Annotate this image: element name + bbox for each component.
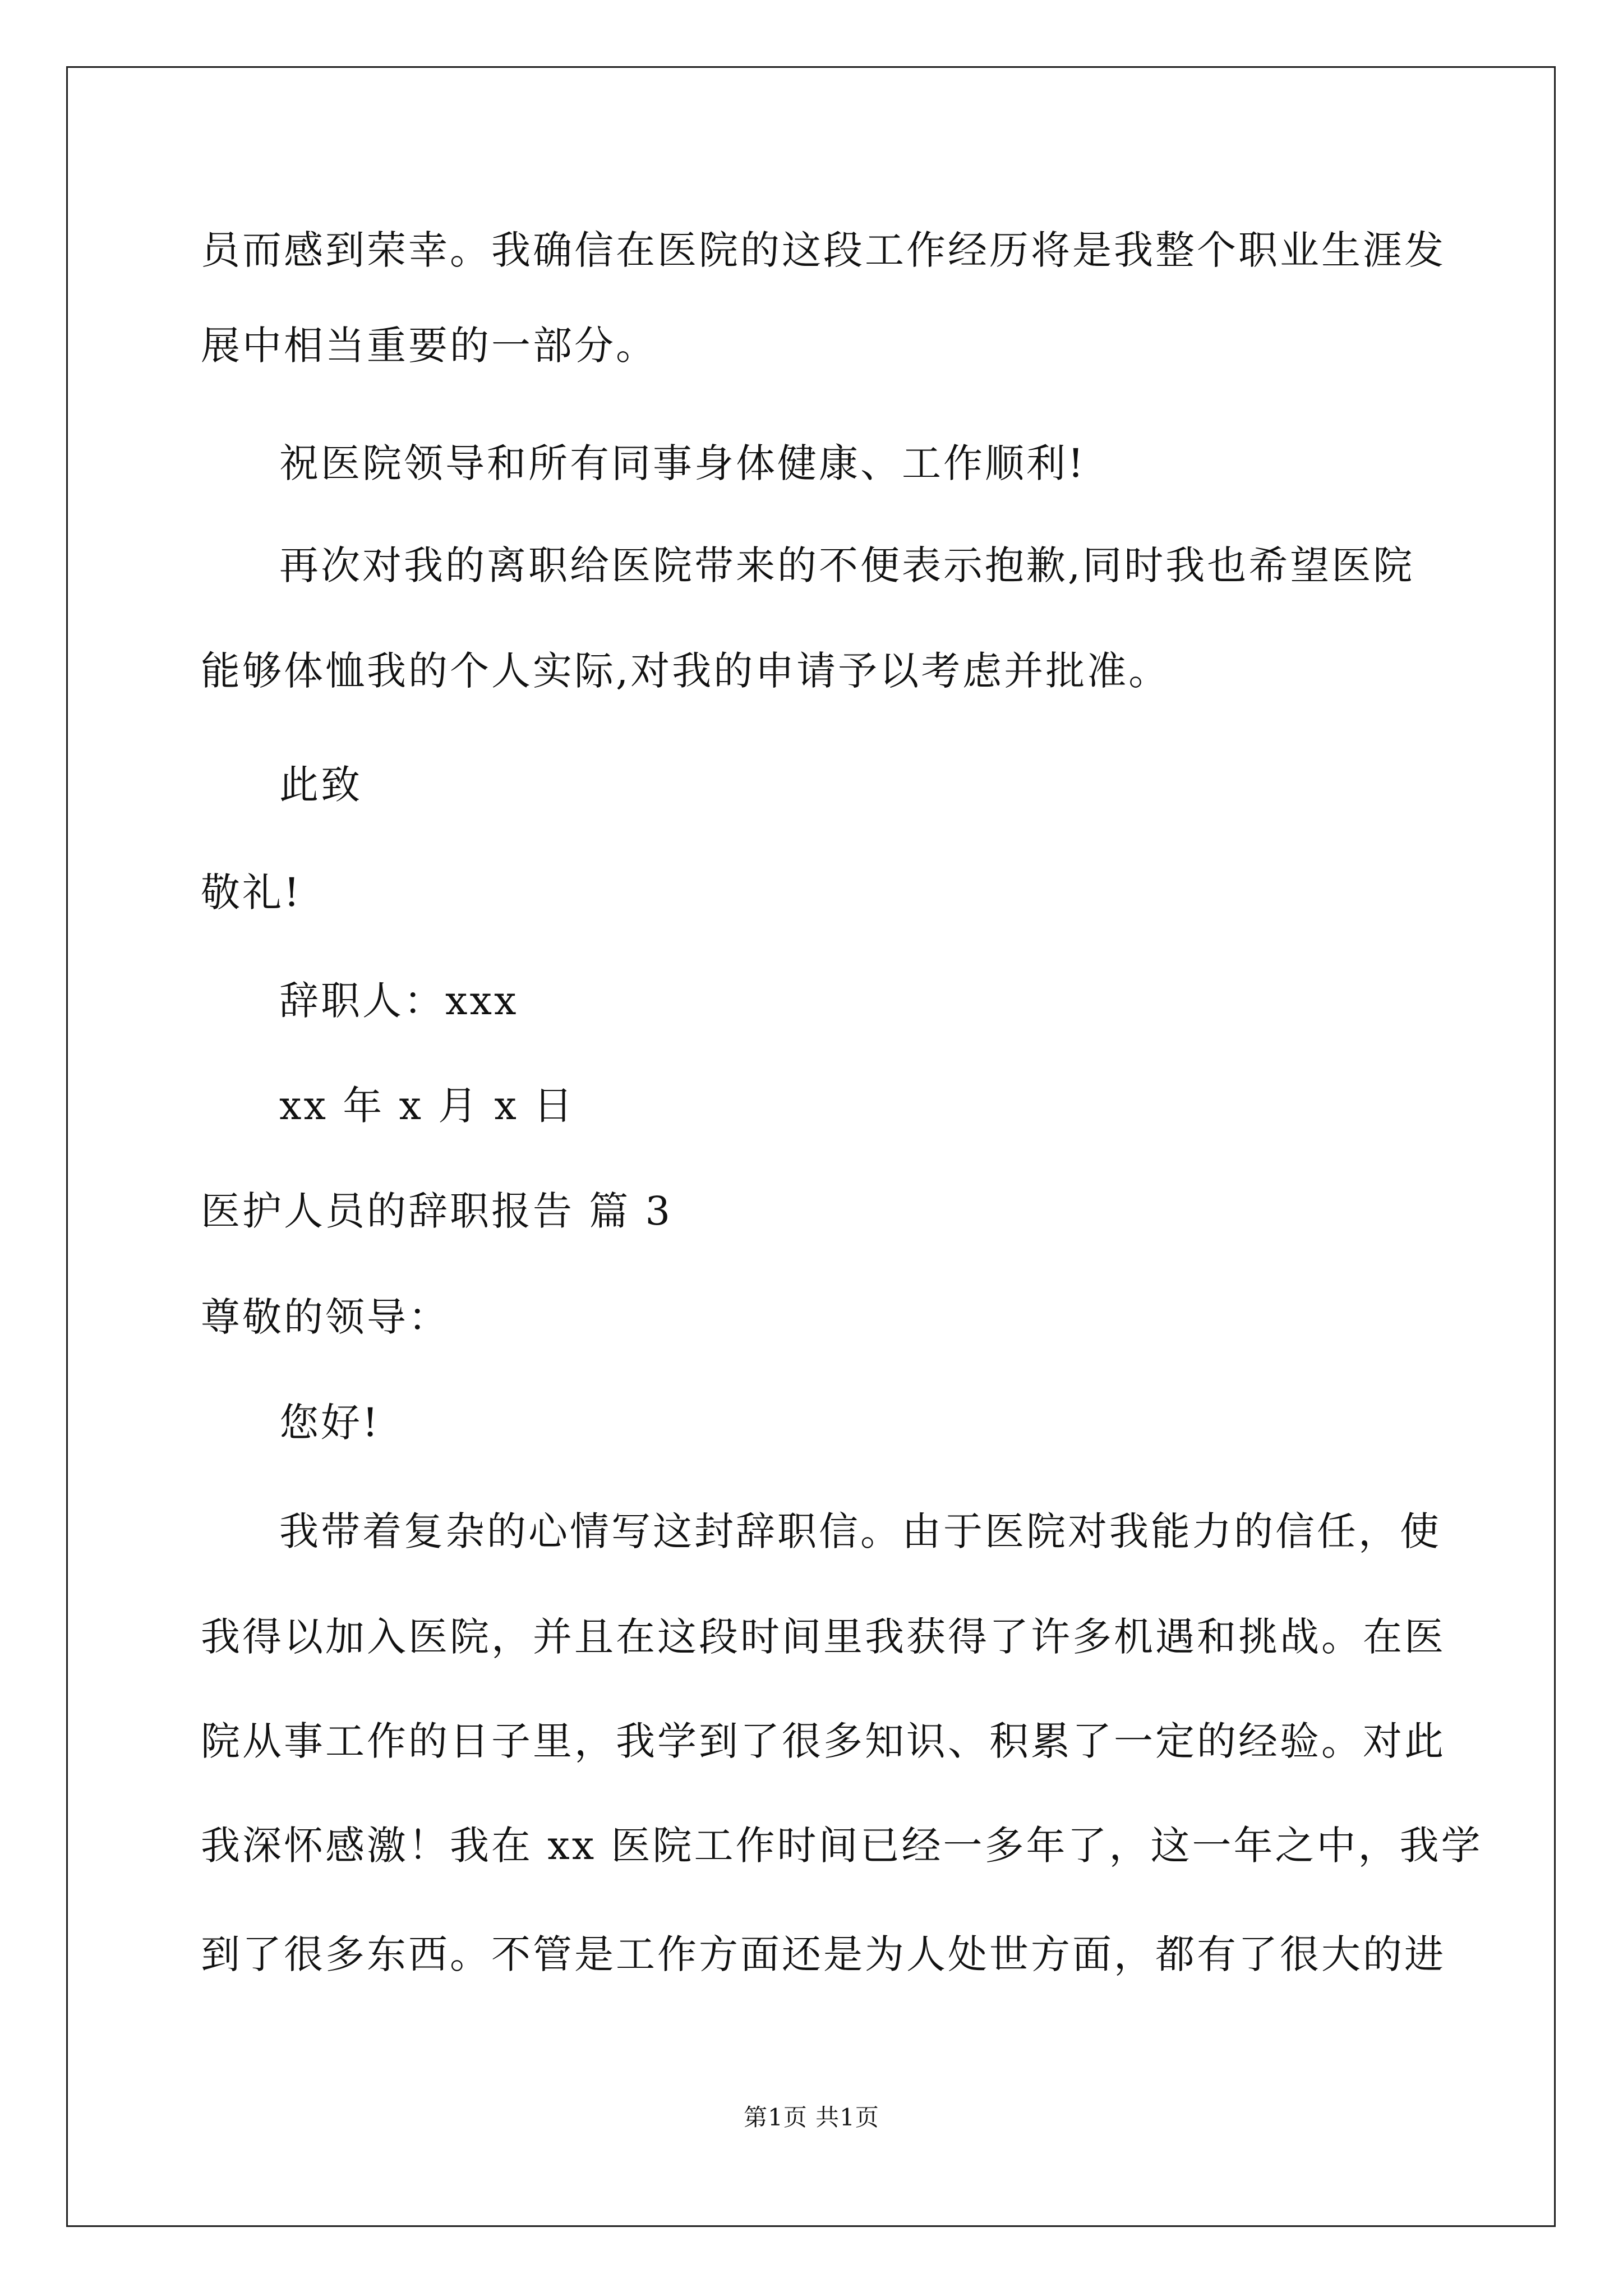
section-heading: 医护人员的辞职报告 篇 3 [201, 1188, 673, 1234]
text-line: 能够体恤我的个人实际,对我的申请予以考虑并批准。 [201, 648, 1170, 694]
greeting-hello: 您好! [279, 1400, 381, 1446]
text-line: 我带着复杂的心情写这封辞职信。由于医院对我能力的信任，使 [279, 1508, 1441, 1554]
text-line: 员而感到荣幸。我确信在医院的这段工作经历将是我整个职业生涯发 [201, 227, 1446, 273]
text-line: 到了很多东西。不管是工作方面还是为人处世方面，都有了很大的进 [201, 1931, 1446, 1977]
closing-phrase: 此致 [279, 762, 362, 808]
date-line: xx 年 x 月 x 日 [279, 1083, 575, 1129]
text-line: 展中相当重要的一部分。 [201, 323, 657, 369]
greeting: 尊敬的领导： [201, 1294, 450, 1340]
text-line: 我深怀感激！我在 xx 医院工作时间已经一多年了，这一年之中，我学 [201, 1823, 1483, 1869]
text-line: 再次对我的离职给医院带来的不便表示抱歉,同时我也希望医院 [279, 542, 1415, 588]
page-footer: 第1页 共1页 [744, 2104, 879, 2131]
text-line: 我得以加入医院，并且在这段时间里我获得了许多机遇和挑战。在医 [201, 1614, 1446, 1660]
salutation-closing: 敬礼! [201, 869, 302, 915]
text-line: 院从事工作的日子里，我学到了很多知识、积累了一定的经验。对此 [201, 1718, 1446, 1764]
page-border [66, 66, 1556, 2227]
text-line: 祝医院领导和所有同事身体健康、工作顺利! [279, 440, 1086, 486]
signature-line: 辞职人：xxx [279, 978, 519, 1024]
